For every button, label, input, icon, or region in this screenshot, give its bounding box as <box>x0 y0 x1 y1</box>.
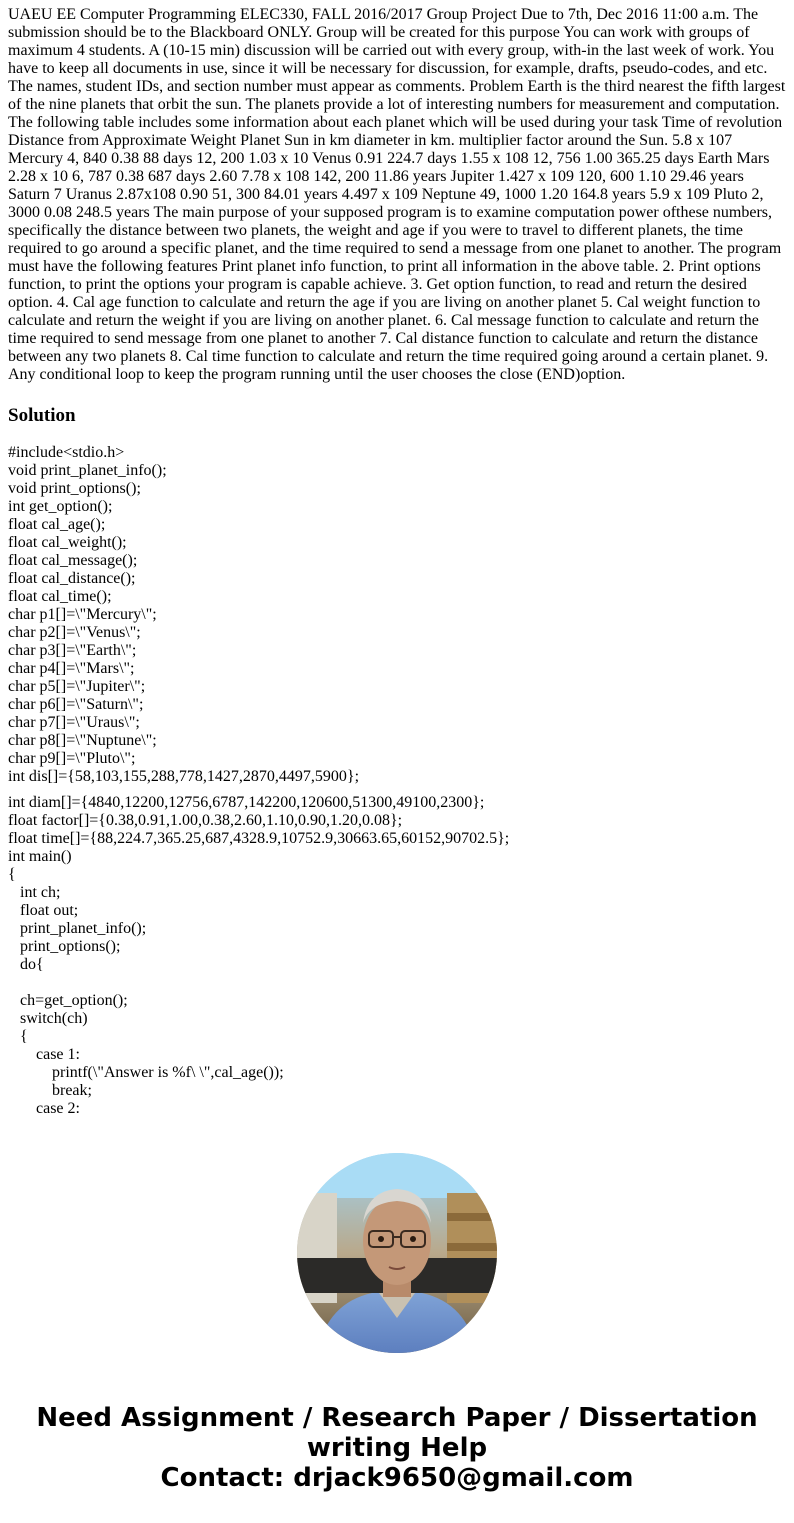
footer-line-2: writing Help <box>306 1433 488 1463</box>
code-line: char p8[]=\"Nuptune\"; <box>8 732 157 749</box>
code-line: char p1[]=\"Mercury\"; <box>8 606 157 623</box>
avatar-photo <box>297 1153 497 1353</box>
code-line: float out; <box>8 902 79 919</box>
code-line: char p4[]=\"Mars\"; <box>8 660 135 677</box>
code-line: char p5[]=\"Jupiter\"; <box>8 678 146 695</box>
code-line: ch=get_option(); <box>8 992 128 1009</box>
author-avatar <box>297 1153 497 1353</box>
code-line: print_planet_info(); <box>8 920 147 937</box>
code-line: void print_planet_info(); <box>8 462 167 479</box>
code-line: int get_option(); <box>8 498 113 515</box>
code-line: float cal_age(); <box>8 516 106 533</box>
question-text: UAEU EE Computer Programming ELEC330, FALL 2016/2017 Group Project Due to 7th, Dec 2016 11:00 a.m. The submission should be to the Blackboard ONLY. Group will be created for this purpose You can work with groups of maximum 4 students. A (10-15 min) discussion will be carried out with every group, with-in the last week of work. You have to keep all documents in use, since it will be necessary for discussion, for example, drafts, pseudo-codes, and etc. The names, student IDs, and section number must appear as comments. Problem Earth is the third nearest the fifth largest of the nine planets that orbit the sun. The planets provide a lot of interesting numbers for measurement and computation. The following table includes some information about each planet which will be used during your task Time of revolution Distance from Approximate Weight Planet Sun in km diameter in km. multiplier factor around the Sun. 5.8 x 107 Mercury 4, 840 0.38 88 days 12, 200 1.03 x 10 Venus 0.91 224.7 days 1.55 x 108 12, 756 1.00 365.25 days Earth Mars 2.28 x 10 6, 787 0.38 687 days 2.60 7.78 x 108 142, 200 11.86 years Jupiter 1.427 x 109 120, 600 1.10 29.46 years Saturn 7 Uranus 2.87x108 0.90 51, 300 84.01 years 4.497 x 109 Neptune 49, 1000 1.20 164.8 years 5.9 x 109 Pluto 2, 3000 0.08 248.5 years The main purpose of your supposed program is to examine computation power ofthese numbers, specifically the distance between two planets, the weight and age if you were to travel to different planets, the time required to go around a specific planet, and the time required to send a message from one planet to another. The program must have the following features Print planet info function, to print all information in the above table. 2. Print options function, to print the options your program is capable achieve. 3. Get option function, to read and return the desired option. 4. Cal age function to calculate and return the age if you are living on another planet 5. Cal weight function to calculate and return the weight if you are living on another planet. 6. Cal message function to calculate and return the time required to send message from one planet to another 7. Cal distance function to calculate and return the distance between any two planets 8. Cal time function to calculate and return the time required going around a certain planet. 9. Any conditional loop to keep the program running until the user chooses the close (END)option. <box>8 6 786 383</box>
code-line: switch(ch) <box>8 1010 88 1027</box>
code-line: char p3[]=\"Earth\"; <box>8 642 137 659</box>
code-line: float time[]={88,224.7,365.25,687,4328.9,10752.9,30663.65,60152,90702.5}; <box>8 830 510 847</box>
code-line: float cal_distance(); <box>8 570 136 587</box>
code-line: int ch; <box>8 884 61 901</box>
code-line: do{ <box>8 956 44 973</box>
code-block-2 <box>8 794 788 1118</box>
code-line: char p7[]=\"Uraus\"; <box>8 714 140 731</box>
code-line: printf(\"Answer is %f\ \",cal_age()); <box>8 1064 284 1081</box>
code-block-1 <box>8 444 788 786</box>
code-line: float factor[]={0.38,0.91,1.00,0.38,2.60,1.10,0.90,1.20,0.08}; <box>8 812 403 829</box>
code-line <box>8 974 788 992</box>
code-line: float cal_message(); <box>8 552 138 569</box>
code-line: case 2: <box>8 1100 80 1117</box>
code-line: break; <box>8 1082 92 1099</box>
code-line: int dis[]={58,103,155,288,778,1427,2870,4497,5900}; <box>8 768 360 785</box>
solution-code <box>8 444 788 1118</box>
code-line: int diam[]={4840,12200,12756,6787,142200,120600,51300,49100,2300}; <box>8 794 485 811</box>
code-line: float cal_weight(); <box>8 534 127 551</box>
code-line: #include<stdio.h> <box>8 444 125 461</box>
code-line: void print_options(); <box>8 480 141 497</box>
code-line: { <box>8 866 16 883</box>
code-line: float cal_time(); <box>8 588 112 605</box>
footer-line-1: Need Assignment / Research Paper / Dissertation <box>36 1403 758 1433</box>
solution-heading: Solution <box>8 405 76 426</box>
code-line: char p2[]=\"Venus\"; <box>8 624 141 641</box>
code-line: print_options(); <box>8 938 121 955</box>
code-line: case 1: <box>8 1046 80 1063</box>
code-line: { <box>8 1028 28 1045</box>
footer-contact: Contact: drjack9650@gmail.com <box>160 1463 634 1493</box>
code-line: char p6[]=\"Saturn\"; <box>8 696 144 713</box>
code-line: char p9[]=\"Pluto\"; <box>8 750 136 767</box>
footer-ad <box>0 1403 794 1493</box>
code-line: int main() <box>8 848 72 865</box>
